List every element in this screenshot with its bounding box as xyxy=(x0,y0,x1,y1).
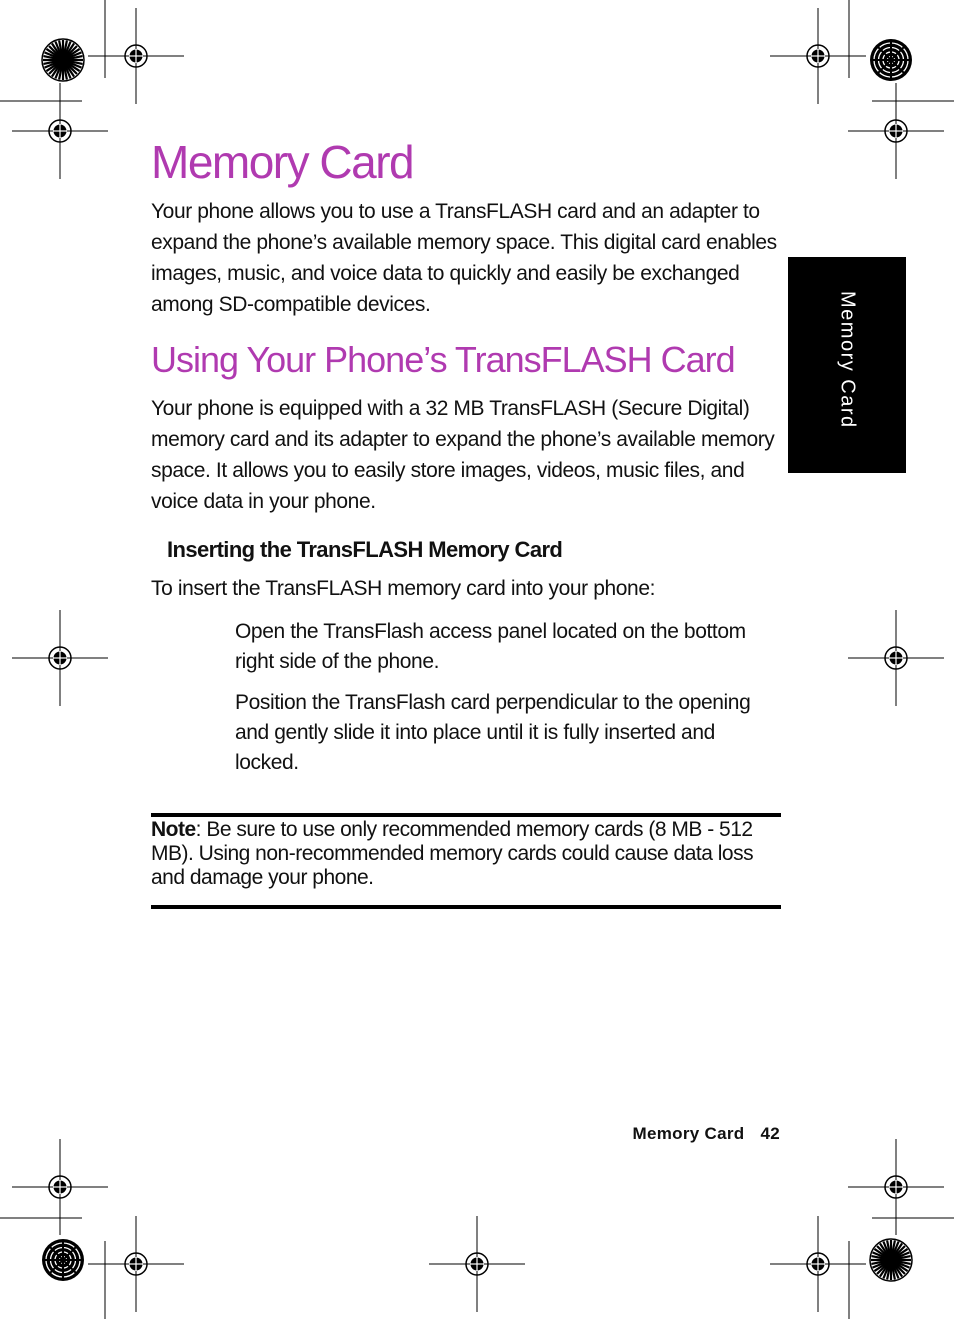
intro-paragraph: Your phone allows you to use a TransFLASH card and an adapter to expand the phone’s available memory space. This digital card enables images, music, and voice data to quickly and easily be exchanged among SD-compatible devices. xyxy=(151,200,777,316)
side-tab-label: Memory Card xyxy=(836,291,859,429)
page-number: 42 xyxy=(760,1124,780,1143)
section-title: Using Your Phone’s TransFLASH Card xyxy=(151,339,735,380)
step-item: Open the TransFlash access panel located on the bottom right side of the phone. xyxy=(235,620,746,673)
side-tab-label-container xyxy=(788,257,906,473)
note-label: Note xyxy=(151,818,196,841)
section-paragraph: Your phone is equipped with a 32 MB TransFLASH (Secure Digital) memory card and its adapter to expand the phone’s available memory space. It allows you to easily store images, videos, music files, and voice data in your phone. xyxy=(151,397,775,513)
note-top-rule xyxy=(151,813,781,817)
subsection-title: Inserting the TransFLASH Memory Card xyxy=(167,537,563,562)
note-text: : Be sure to use only recommended memory cards (8 MB - 512 MB). Using non-recommended memory cards could cause data loss and damage your phone. xyxy=(151,818,754,889)
page-footer xyxy=(600,1124,780,1144)
footer-section: Memory Card xyxy=(632,1124,745,1143)
step-item: Position the TransFlash card perpendicular to the opening and gently slide it into place until it is fully inserted and locked. xyxy=(235,691,751,774)
note-bottom-rule xyxy=(151,905,781,909)
page-title: Memory Card xyxy=(151,136,414,188)
subsection-intro: To insert the TransFLASH memory card into your phone: xyxy=(151,577,656,600)
note-box xyxy=(151,818,783,890)
